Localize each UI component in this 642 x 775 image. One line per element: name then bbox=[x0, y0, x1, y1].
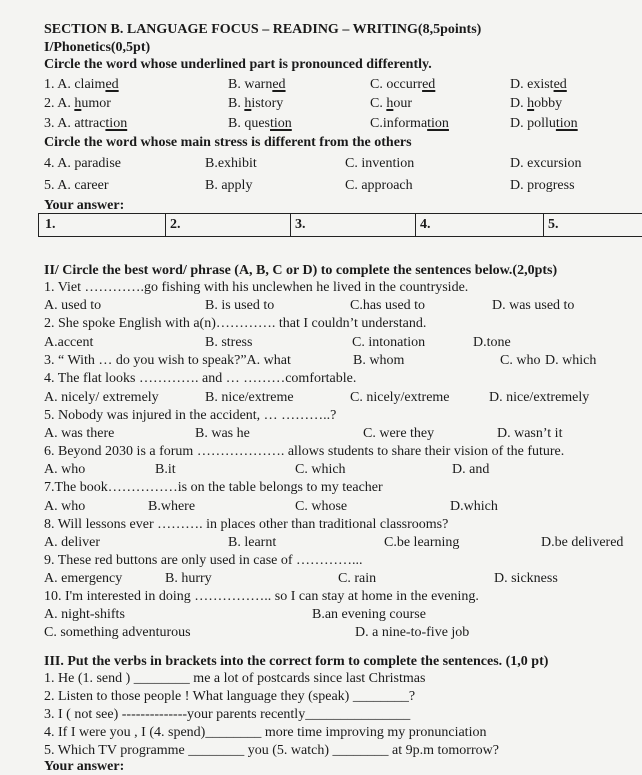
answer-cell-1[interactable]: 1. bbox=[45, 217, 56, 232]
answer-option[interactable]: C. something adventurous bbox=[44, 625, 191, 640]
answer-option[interactable]: D. wasn’t it bbox=[497, 426, 563, 441]
answer-option[interactable]: B. stress bbox=[205, 335, 253, 350]
question-text: 5. Nobody was injured in the accident, … ………..? bbox=[44, 408, 337, 423]
part2-title: II/ Circle the best word/ phrase (A, B, C or D) to complete the sentences below.(2,0pts) bbox=[44, 263, 558, 278]
pron-option[interactable] bbox=[228, 76, 286, 93]
underlined-part: h bbox=[527, 96, 535, 111]
option-text: C. bbox=[370, 96, 387, 111]
underlined-part: h bbox=[386, 96, 394, 111]
option-text: our bbox=[393, 96, 413, 111]
option-text: C. occurr bbox=[370, 77, 423, 92]
pron-option[interactable] bbox=[44, 95, 111, 112]
answer-option[interactable]: B. was he bbox=[195, 426, 250, 441]
option-text: B. warn bbox=[228, 77, 273, 92]
answer-option[interactable]: A. night-shifts bbox=[44, 607, 125, 622]
stress-option[interactable]: B.exhibit bbox=[205, 156, 257, 171]
option-text: D. pollu bbox=[510, 116, 556, 131]
pron-option[interactable] bbox=[228, 115, 292, 132]
answer-option[interactable]: A. nicely/ extremely bbox=[44, 390, 159, 405]
answer-option[interactable]: C. nicely/extreme bbox=[350, 390, 450, 405]
option-text: B. bbox=[228, 96, 245, 111]
question-text: 6. Beyond 2030 is a forum ………………. allows students to share their vision of the future. bbox=[44, 444, 565, 459]
pron-option[interactable] bbox=[44, 115, 127, 132]
pron-option[interactable] bbox=[510, 115, 578, 132]
answer-option[interactable]: A. who bbox=[44, 462, 86, 477]
underlined-part: tion bbox=[555, 116, 578, 131]
your-answer-label: Your answer: bbox=[44, 198, 125, 213]
underlined-part: ed bbox=[105, 77, 119, 92]
option-text: 3. A. attrac bbox=[44, 116, 106, 131]
question-text: 1. Viet ………….go fishing with his unclewhen he lived in the countryside. bbox=[44, 280, 469, 295]
answer-option[interactable]: C. were they bbox=[363, 426, 435, 441]
underlined-part: ed bbox=[553, 77, 567, 92]
answer-option[interactable]: D.which bbox=[450, 499, 498, 514]
pron-option[interactable] bbox=[510, 76, 567, 93]
stress-option[interactable]: B. apply bbox=[205, 178, 253, 193]
pron-option[interactable] bbox=[370, 95, 412, 112]
section-title: SECTION B. LANGUAGE FOCUS – READING – WRITING(8,5points) bbox=[44, 22, 482, 37]
answer-option[interactable]: B. nice/extreme bbox=[205, 390, 294, 405]
question-text: 8. Will lessons ever ………. in places other than traditional classrooms? bbox=[44, 517, 449, 532]
answer-cell-3[interactable]: 3. bbox=[295, 217, 306, 232]
answer-cell-5[interactable]: 5. bbox=[548, 217, 559, 232]
question-text: 3. “ With … do you wish to speak?”A. what bbox=[44, 353, 291, 368]
answer-option[interactable]: A. was there bbox=[44, 426, 115, 441]
stress-option[interactable]: C. approach bbox=[345, 178, 413, 193]
underlined-part: tion bbox=[270, 116, 292, 131]
verb-sentence: 1. He (1. send ) ________ me a lot of postcards since last Christmas bbox=[44, 671, 426, 686]
answer-option[interactable]: C. which bbox=[295, 462, 346, 477]
answer-option[interactable]: B.an evening course bbox=[312, 607, 426, 622]
answer-cell-2[interactable]: 2. bbox=[170, 217, 181, 232]
verb-sentence: 4. If I were you , I (4. spend)________ more time improving my pronunciation bbox=[44, 725, 487, 740]
answer-option[interactable]: B.where bbox=[148, 499, 196, 514]
answer-option[interactable]: D.tone bbox=[473, 335, 511, 350]
answer-option[interactable]: D. and bbox=[452, 462, 490, 477]
underlined-part: ed bbox=[272, 77, 286, 92]
pron-option[interactable] bbox=[370, 115, 449, 132]
option-text: D. exist bbox=[510, 77, 554, 92]
pron-option[interactable] bbox=[370, 76, 435, 93]
instr-pronunciation: Circle the word whose underlined part is pronounced differently. bbox=[44, 57, 432, 72]
stress-option[interactable]: C. invention bbox=[345, 156, 415, 171]
option-text: umor bbox=[81, 96, 111, 111]
answer-option[interactable]: C. rain bbox=[338, 571, 377, 586]
answer-option[interactable]: D. which bbox=[545, 353, 597, 368]
question-text: 2. She spoke English with a(n)…………. that I couldn’t understand. bbox=[44, 316, 427, 331]
answer-option[interactable]: B.it bbox=[155, 462, 176, 477]
answer-option[interactable]: D. was used to bbox=[492, 298, 575, 313]
answer-option[interactable]: B. is used to bbox=[205, 298, 275, 313]
pron-option[interactable] bbox=[510, 95, 562, 112]
answer-option[interactable]: C. intonation bbox=[352, 335, 426, 350]
answer-option[interactable]: D.be delivered bbox=[541, 535, 624, 550]
answer-option[interactable]: C. whose bbox=[295, 499, 348, 514]
underlined-part: h bbox=[74, 96, 82, 111]
answer-option[interactable]: A. deliver bbox=[44, 535, 100, 550]
part3-answer-label: Your answer: bbox=[44, 759, 125, 774]
underlined-part: tion bbox=[105, 116, 128, 131]
answer-option[interactable]: A. emergency bbox=[44, 571, 123, 586]
stress-option[interactable]: D. excursion bbox=[510, 156, 582, 171]
underlined-part: h bbox=[244, 96, 252, 111]
answer-option[interactable]: B. learnt bbox=[228, 535, 277, 550]
part3-title: III. Put the verbs in brackets into the correct form to complete the sentences. (1,0 pt) bbox=[44, 654, 549, 669]
answer-option[interactable]: C.be learning bbox=[384, 535, 460, 550]
option-text: obby bbox=[534, 96, 563, 111]
answer-cell-4[interactable]: 4. bbox=[420, 217, 431, 232]
answer-option[interactable]: D. a nine-to-five job bbox=[355, 625, 470, 640]
answer-table bbox=[38, 213, 642, 237]
option-text: D. bbox=[510, 96, 528, 111]
question-text: 7.The book……………is on the table belongs to my teacher bbox=[44, 480, 383, 495]
question-text: 10. I'm interested in doing …………….. so I can stay at home in the evening. bbox=[44, 589, 479, 604]
answer-option[interactable]: C.has used to bbox=[350, 298, 426, 313]
answer-option[interactable]: C. who bbox=[500, 353, 541, 368]
question-text: 4. The flat looks …………. and … ………comfortable. bbox=[44, 371, 357, 386]
option-text: C.informa bbox=[370, 116, 428, 131]
answer-option[interactable]: D. nice/extremely bbox=[489, 390, 590, 405]
answer-option[interactable]: A.accent bbox=[44, 335, 94, 350]
pron-option[interactable] bbox=[228, 95, 283, 112]
option-text: 1. A. claim bbox=[44, 77, 106, 92]
stress-option[interactable]: 5. A. career bbox=[44, 178, 109, 193]
answer-option[interactable]: B. hurry bbox=[165, 571, 212, 586]
answer-option[interactable]: A. used to bbox=[44, 298, 102, 313]
question-text: 9. These red buttons are only used in case of …………... bbox=[44, 553, 363, 568]
pron-option[interactable] bbox=[44, 76, 119, 93]
answer-option[interactable]: D. sickness bbox=[494, 571, 558, 586]
answer-option[interactable]: B. whom bbox=[353, 353, 405, 368]
option-text: B. ques bbox=[228, 116, 270, 131]
phonetics-title: I/Phonetics(0,5pt) bbox=[44, 40, 151, 55]
stress-option[interactable]: 4. A. paradise bbox=[44, 156, 121, 171]
underlined-part: tion bbox=[427, 116, 449, 131]
verb-sentence: 3. I ( not see) --------------your parents recently_______________ bbox=[44, 707, 411, 722]
option-text: istory bbox=[251, 96, 284, 111]
verb-sentence: 2. Listen to those people ! What language they (speak) ________? bbox=[44, 689, 416, 704]
instr-stress: Circle the word whose main stress is different from the others bbox=[44, 135, 412, 150]
verb-sentence: 5. Which TV programme ________ you (5. watch) ________ at 9p.m tomorrow? bbox=[44, 743, 499, 758]
underlined-part: ed bbox=[422, 77, 436, 92]
option-text: 2. A. bbox=[44, 96, 75, 111]
answer-option[interactable]: A. who bbox=[44, 499, 86, 514]
stress-option[interactable]: D. progress bbox=[510, 178, 575, 193]
